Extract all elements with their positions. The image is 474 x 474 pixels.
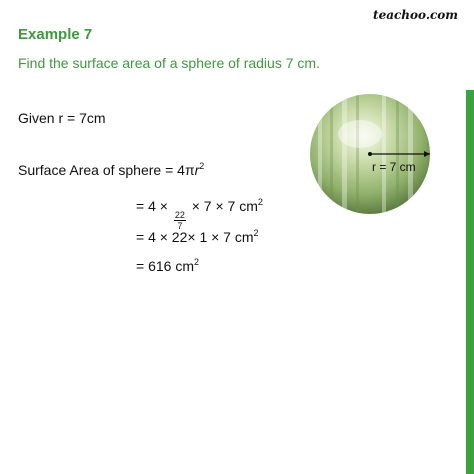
- sphere-svg: [308, 92, 432, 216]
- step-2-exponent: 2: [253, 228, 259, 238]
- fraction-denominator: 7: [177, 221, 183, 231]
- sphere-figure: [308, 92, 432, 216]
- step-2: [136, 229, 259, 245]
- step-1-exponent: 2: [257, 197, 263, 207]
- teachoo-logo: teachoo.com: [373, 8, 458, 22]
- step-1-rest: × 7 × 7 cm: [191, 198, 258, 214]
- step-1-eq: = 4 ×: [136, 198, 168, 214]
- step-3-text: = 616 cm: [136, 258, 194, 274]
- example-heading: Example 7: [18, 26, 93, 43]
- given-line: Given r = 7cm: [18, 110, 106, 126]
- radius-label: r = 7 cm: [372, 160, 416, 174]
- accent-side-bar: [466, 90, 474, 474]
- formula-exponent: 2: [199, 161, 205, 171]
- sphere-highlight: [338, 120, 382, 148]
- formula-prefix: Surface Area of sphere = 4π: [18, 162, 195, 178]
- step-2-text: = 4 × 22× 1 × 7 cm: [136, 229, 254, 245]
- step-1: [136, 198, 263, 231]
- step-3-exponent: 2: [193, 257, 199, 267]
- fraction-numerator: 22: [174, 210, 185, 220]
- formula-variable: r: [194, 162, 200, 178]
- question-text: Find the surface area of a sphere of radius 7 cm.: [18, 55, 320, 71]
- center-dot: [368, 152, 372, 156]
- step-3: [136, 258, 199, 274]
- fraction: [174, 210, 186, 231]
- formula-line: [18, 162, 204, 178]
